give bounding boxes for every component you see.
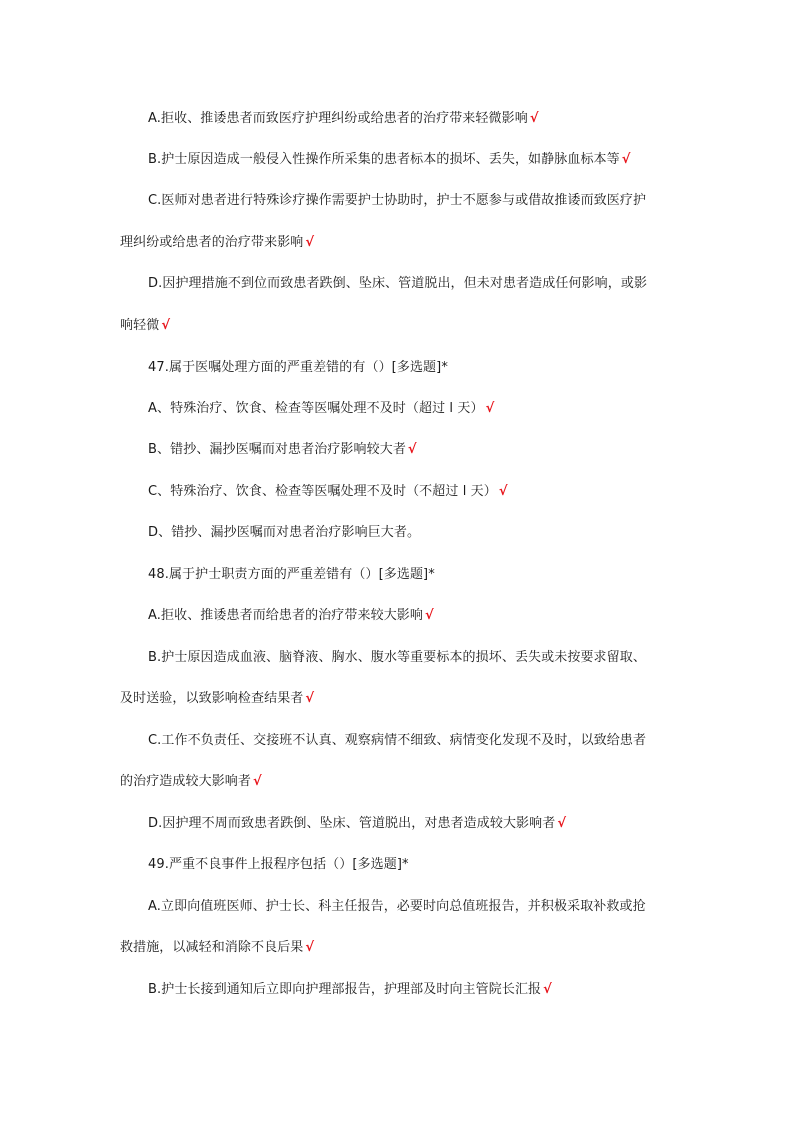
check-mark: √ bbox=[485, 401, 495, 416]
text-line: 的治疗造成较大影响者 √ bbox=[120, 774, 262, 789]
question-title: 47.属于医嘱处理方面的严重差错的有（）[多选题]* bbox=[148, 360, 448, 375]
text-line: B、错抄、漏抄医嘱而对患者治疗影响较大者 √ bbox=[148, 442, 417, 457]
question-title: 49.严重不良事件上报程序包括（）[多选题]* bbox=[148, 857, 409, 872]
check-mark: √ bbox=[621, 152, 631, 167]
text-line: C、特殊治疗、饮食、检查等医嘱处理不及时（不超过 l 天） √ bbox=[148, 484, 508, 499]
text-line: 理纠纷或给患者的治疗带来影响 √ bbox=[120, 235, 315, 250]
check-mark: √ bbox=[543, 982, 552, 997]
check-mark: √ bbox=[529, 111, 539, 126]
check-mark: √ bbox=[305, 235, 315, 250]
text-line: A、特殊治疗、饮食、检查等医嘱处理不及时（超过 l 天） √ bbox=[148, 401, 495, 416]
text-line: B.护士长接到通知后立即向护理部报告，护理部及时向主管院长汇报 √ bbox=[148, 982, 552, 997]
text-line: C.医师对患者进行特殊诊疗操作需要护士协助时，护士不愿参与或借故推诿而致医疗护 bbox=[148, 193, 647, 208]
text-line: C.工作不负责任、交接班不认真、观察病情不细致、病情变化发现不及时，以致给患者 bbox=[148, 733, 647, 748]
text-line: 及时送验，以致影响检查结果者 √ bbox=[120, 691, 315, 706]
text-line: B.护士原因造成血液、脑脊液、胸水、腹水等重要标本的损坏、丢失或未按要求留取、 bbox=[148, 650, 646, 665]
check-mark: √ bbox=[305, 940, 315, 955]
check-mark: √ bbox=[407, 442, 417, 457]
text-line: A.拒收、推诿患者而致医疗护理纠纷或给患者的治疗带来轻微影响 √ bbox=[148, 111, 539, 126]
check-mark: √ bbox=[253, 774, 262, 789]
question-title: 48.属于护士职责方面的严重差错有（）[多选题]* bbox=[148, 567, 435, 582]
text-line: D、错抄、漏抄医嘱而对患者治疗影响巨大者。 bbox=[148, 525, 421, 540]
text-line: A.拒收、推诿患者而给患者的治疗带来较大影响 √ bbox=[148, 608, 434, 623]
text-line: D.因护理措施不到位而致患者跌倒、坠床、管道脱出，但未对患者造成任何影响，或影 bbox=[148, 276, 648, 291]
text-line: B.护士原因造成一般侵入性操作所采集的患者标本的损坏、丢失，如静脉血标本等 √ bbox=[148, 152, 631, 167]
check-mark: √ bbox=[161, 318, 171, 333]
text-line: 响轻微 √ bbox=[120, 318, 171, 333]
text-line: 救措施，以减轻和消除不良后果 √ bbox=[120, 940, 315, 955]
check-mark: √ bbox=[425, 608, 434, 623]
check-mark: √ bbox=[498, 484, 508, 499]
check-mark: √ bbox=[557, 816, 567, 831]
text-line: A.立即向值班医师、护士长、科主任报告，必要时向总值班报告，并积极采取补救或抢 bbox=[148, 899, 646, 914]
check-mark: √ bbox=[305, 691, 315, 706]
text-line: D.因护理不周而致患者跌倒、坠床、管道脱出，对患者造成较大影响者 √ bbox=[148, 816, 567, 831]
